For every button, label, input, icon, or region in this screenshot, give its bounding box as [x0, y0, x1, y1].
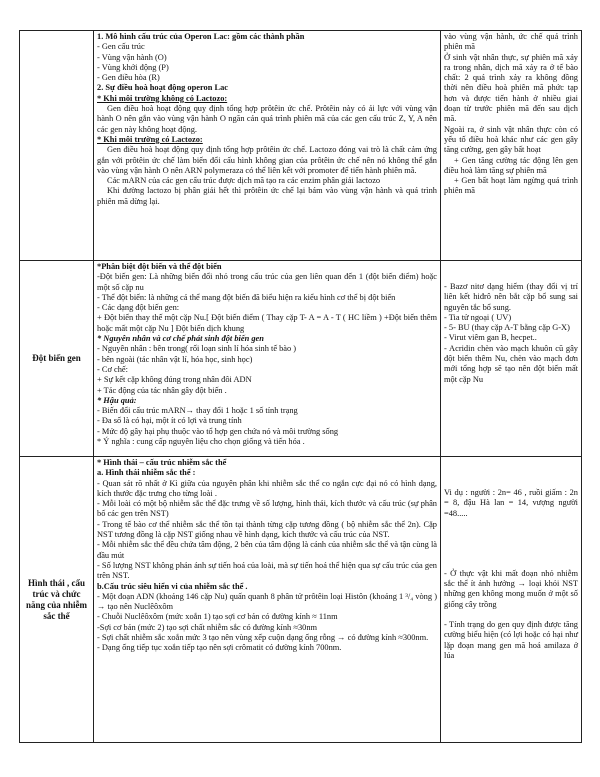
text-line: 2. Sự điều hoà hoạt động operon Lac — [97, 83, 228, 93]
text-line: - Acridin chèn vào mạch khuôn cũ gây đột biến thêm Nu, chèn vào mạch đơn mới tổng hợp sẽ tạo nên đột biến mất một cặp Nu — [444, 343, 578, 384]
text-line: - Tính trạng do gen quy định được tăng cường biểu hiện (có lợi hoặc có hại như lặp đoạn mang gen mã hoá amilaza ở lúa — [444, 620, 578, 660]
row-content — [94, 261, 441, 457]
text-line: - Vùng khởi động (P) — [97, 62, 169, 72]
text-line: - Đa số là có hại, một ít có lợi và trung tính — [97, 416, 242, 426]
text-line: Vi dụ : người : 2n= 46 , ruồi giấm : 2n = 8, đậu Hà lan = 14, vượng người =48..... — [444, 488, 578, 518]
text-line: Ngoài ra, ở sinh vật nhân thực còn có yếu tố điều hoà khác như các gen gây tăng cường, gen gây bất hoạt — [444, 124, 578, 155]
text-line — [444, 458, 578, 478]
text-line — [444, 610, 578, 620]
text-line: 1. Mô hình cấu trúc của Operon Lac: gồm các thành phần — [97, 32, 305, 41]
text-line: * Nguyên nhân và cơ chế phát sinh đột biến gen — [97, 334, 264, 344]
text-line: - Vùng vận hành (O) — [97, 52, 167, 62]
text-line: - Nguyên nhân : bên trong( rối loạn sinh lí hóa sinh tế bào ) — [97, 344, 297, 354]
text-line: * Hình thái – cấu trúc nhiễm sắc thể — [97, 458, 227, 467]
row-notes — [441, 261, 582, 457]
row-content — [94, 31, 441, 261]
table-row — [20, 457, 582, 743]
text-line: - Các dạng đột biến gen: — [97, 303, 180, 313]
text-line: Ở sinh vật nhân thực, sự phiên mã xảy ra trong nhân, dịch mã xảy ra ở tế bào chất: 2 quá trình xảy ra không đồng thời nên điều hoà phiên mã phức tạp hơn và được tiến hành ở nhiều giai đoạn từ trước phiên mã đến sau dịch mã. — [444, 52, 578, 124]
text-line: + Đột biến thay thế một cặp Nu.[ Đột biến điểm ( Thay cặp T- A = A - T ( HC liềm ) +Đột biến thêm hoặc mất một cặp Nu ] Đột biến dịch khung — [97, 313, 437, 333]
row-label: Hình thái , cấu trúc và chức năng của nhiễm sắc thể — [20, 457, 94, 743]
text-line: Khi đường lactozo bị phân giải hết thì prôtêin ức chế lại bám vào vùng vận hành và quá trình phiên mã dừng lại. — [97, 186, 437, 206]
text-line: -Sợi cơ bản (mức 2) tạo sợi chất nhiễm sắc có đường kính ≈30nm — [97, 622, 318, 632]
text-line: - Sợi chất nhiễm sắc xoắn mức 3 tạo nên vùng xếp cuộn dạng ống rỗng → có đường kính ≈300nm. — [97, 633, 429, 643]
text-line: * Khi môi trường có Lactozo: — [97, 134, 203, 144]
text-line: a. Hình thái nhiễm sắc thể : — [97, 468, 196, 478]
text-line: - Dạng ống tiếp tục xoắn tiếp tạo nên sợi crômatit có đường kính 700nm. — [97, 643, 342, 653]
text-line: + Tác động của tác nhân gây đột biến . — [97, 385, 227, 395]
row-content — [94, 457, 441, 743]
text-line: - Tia tử ngoại ( UV) — [444, 312, 512, 322]
text-line: - Quan sát rõ nhất ở Kì giữa của nguyên phân khi nhiễm sắc thể co ngắn cực đại nó có hình dạng, kích thước đặc trưng cho từng loài . — [97, 478, 437, 498]
text-line: * Ý nghĩa : cung cấp nguyên liệu cho chọn giống và tiến hóa . — [97, 437, 305, 447]
text-line: Gen điều hoà hoạt động quy định tổng hợp prôtêin ức chế. Lactozo đóng vai trò là chất cảm ứng gắn với prôtêin ức chế làm biến đổi cấu hình không gian của prôtêin ức chế nên nó không thể gắn vào vùng vận hành O nên ARN polymeraza có thể liên kết với promoter để tiến hành phiên mã. — [97, 145, 437, 175]
table-row — [20, 31, 582, 261]
text-line — [444, 262, 578, 282]
text-line: - Chuỗi Nuclêôxôm (mức xoắn 1) tạo sợi cơ bản có đường kính ≈ 11nm — [97, 612, 338, 622]
text-line: - Virut viêm gan B, hecpet.. — [444, 333, 537, 343]
row-notes — [441, 31, 582, 261]
document-page — [19, 30, 581, 750]
text-line: - Một đoạn ADN (khoảng 146 cặp Nu) quấn quanh 8 phân tử prôtêin loại Histôn (khoảng 1 ³/₄ vòng ) → tạo nên Nuclêôxôm — [97, 591, 437, 612]
text-line: - Ở thực vật khi mất đoạn nhỏ nhiễm sắc thể ít ảnh hưởng → loại khỏi NST những gen không mong muốn ở một số giống cây trồng — [444, 568, 578, 609]
text-line: - bên ngoài (tác nhân vật lí, hóa học, sinh học) — [97, 354, 253, 364]
text-line: * Hậu quả: — [97, 395, 137, 405]
text-line: - Mỗi loài có một bộ nhiễm sắc thể đặc trưng về số lượng, hình thái, kích thước và cấu trúc (sự phân bố các gen trên NST) — [97, 499, 437, 519]
text-line — [444, 478, 578, 488]
study-table — [19, 30, 582, 743]
text-line: + Gen tăng cường tác động lên gen điều hoà làm tăng sự phiên mã — [444, 155, 578, 175]
text-line: + Gen bất hoạt làm ngừng quá trình phiên mã — [444, 176, 578, 196]
row-label — [20, 31, 94, 261]
text-line: - Mỗi nhiễm sắc thể đều chứa tâm động, 2 bên của tâm động là cánh của nhiễm sắc thể và tận cùng là đầu mút — [97, 540, 437, 560]
text-line: + Sự kết cặp không đúng trong nhân đôi ADN — [97, 375, 252, 385]
text-line: b.Cấu trúc siêu hiển vi của nhiễm sắc thể . — [97, 581, 248, 591]
text-line: - Cơ chế: — [97, 364, 128, 374]
text-line — [444, 539, 578, 559]
text-line: - Gen điều hòa (R) — [97, 73, 160, 83]
row-label: Đột biến gen — [20, 261, 94, 457]
text-line: Gen điều hoà hoạt động quy định tổng hợp prôtêin ức chế. Prôtêin này có ái lực với vùng vận hành O nên gắn vào vùng vận hành O ngăn cản quá trình phiên mã của các gen cấu trúc Z, Y, A nên các gen này không hoạt động. — [97, 104, 437, 134]
text-line: *Phân biệt đột biến và thể đột biến — [97, 262, 222, 271]
text-line: Các mARN của các gen cấu trúc được dịch mã tạo ra các enzim phân giải lactozo — [107, 176, 381, 186]
text-line: -Đột biến gen: Là những biến đổi nhỏ trong cấu trúc của gen liên quan đến 1 (đột biến điểm) hoặc một số cặp nu — [97, 272, 437, 292]
text-line: * Khi môi trường không có Lactozo: — [97, 93, 228, 103]
text-line: - Biến đổi cấu trúc mARN→ thay đổi 1 hoặc 1 số tính trạng — [97, 406, 298, 416]
text-line: - Mức độ gây hại phụ thuộc vào tổ hợp gen chứa nó và môi trường sống — [97, 426, 339, 436]
text-line: - Số lượng NST không phản ánh sự tiến hoá của loài, mà sự tiến hoá thể hiện qua sự cấu trúc của gen trên NST. — [97, 560, 437, 581]
text-line — [444, 559, 578, 569]
text-line — [444, 519, 578, 539]
row-notes — [441, 457, 582, 743]
text-line: - Bazơ nitơ dạng hiếm (thay đổi vị trí liên kết hiđrô nên bắt cặp bổ sung sai nguyên tắc bổ sung. — [444, 282, 578, 312]
text-line: vào vùng vận hành, ức chế quá trình phiên mã — [444, 32, 578, 52]
text-line: - Gen cấu trúc — [97, 42, 145, 52]
table-row — [20, 261, 582, 457]
text-line: - Trong tế bào cơ thể nhiễm sắc thể tồn tại thành từng cặp tương đồng ( bộ nhiễm sắc thể 2n). Cặp NST tương đồng là cặp NST giống nhau về hình dạng, kích thước và cấu trúc của NST. — [97, 519, 437, 540]
text-line: - Thể đột biến: là những cá thể mang đột biến đã biểu hiện ra kiểu hình cơ thể bị đột biến — [97, 292, 396, 302]
text-line: - 5- BU (thay cặp A-T bằng cặp G-X) — [444, 323, 570, 333]
